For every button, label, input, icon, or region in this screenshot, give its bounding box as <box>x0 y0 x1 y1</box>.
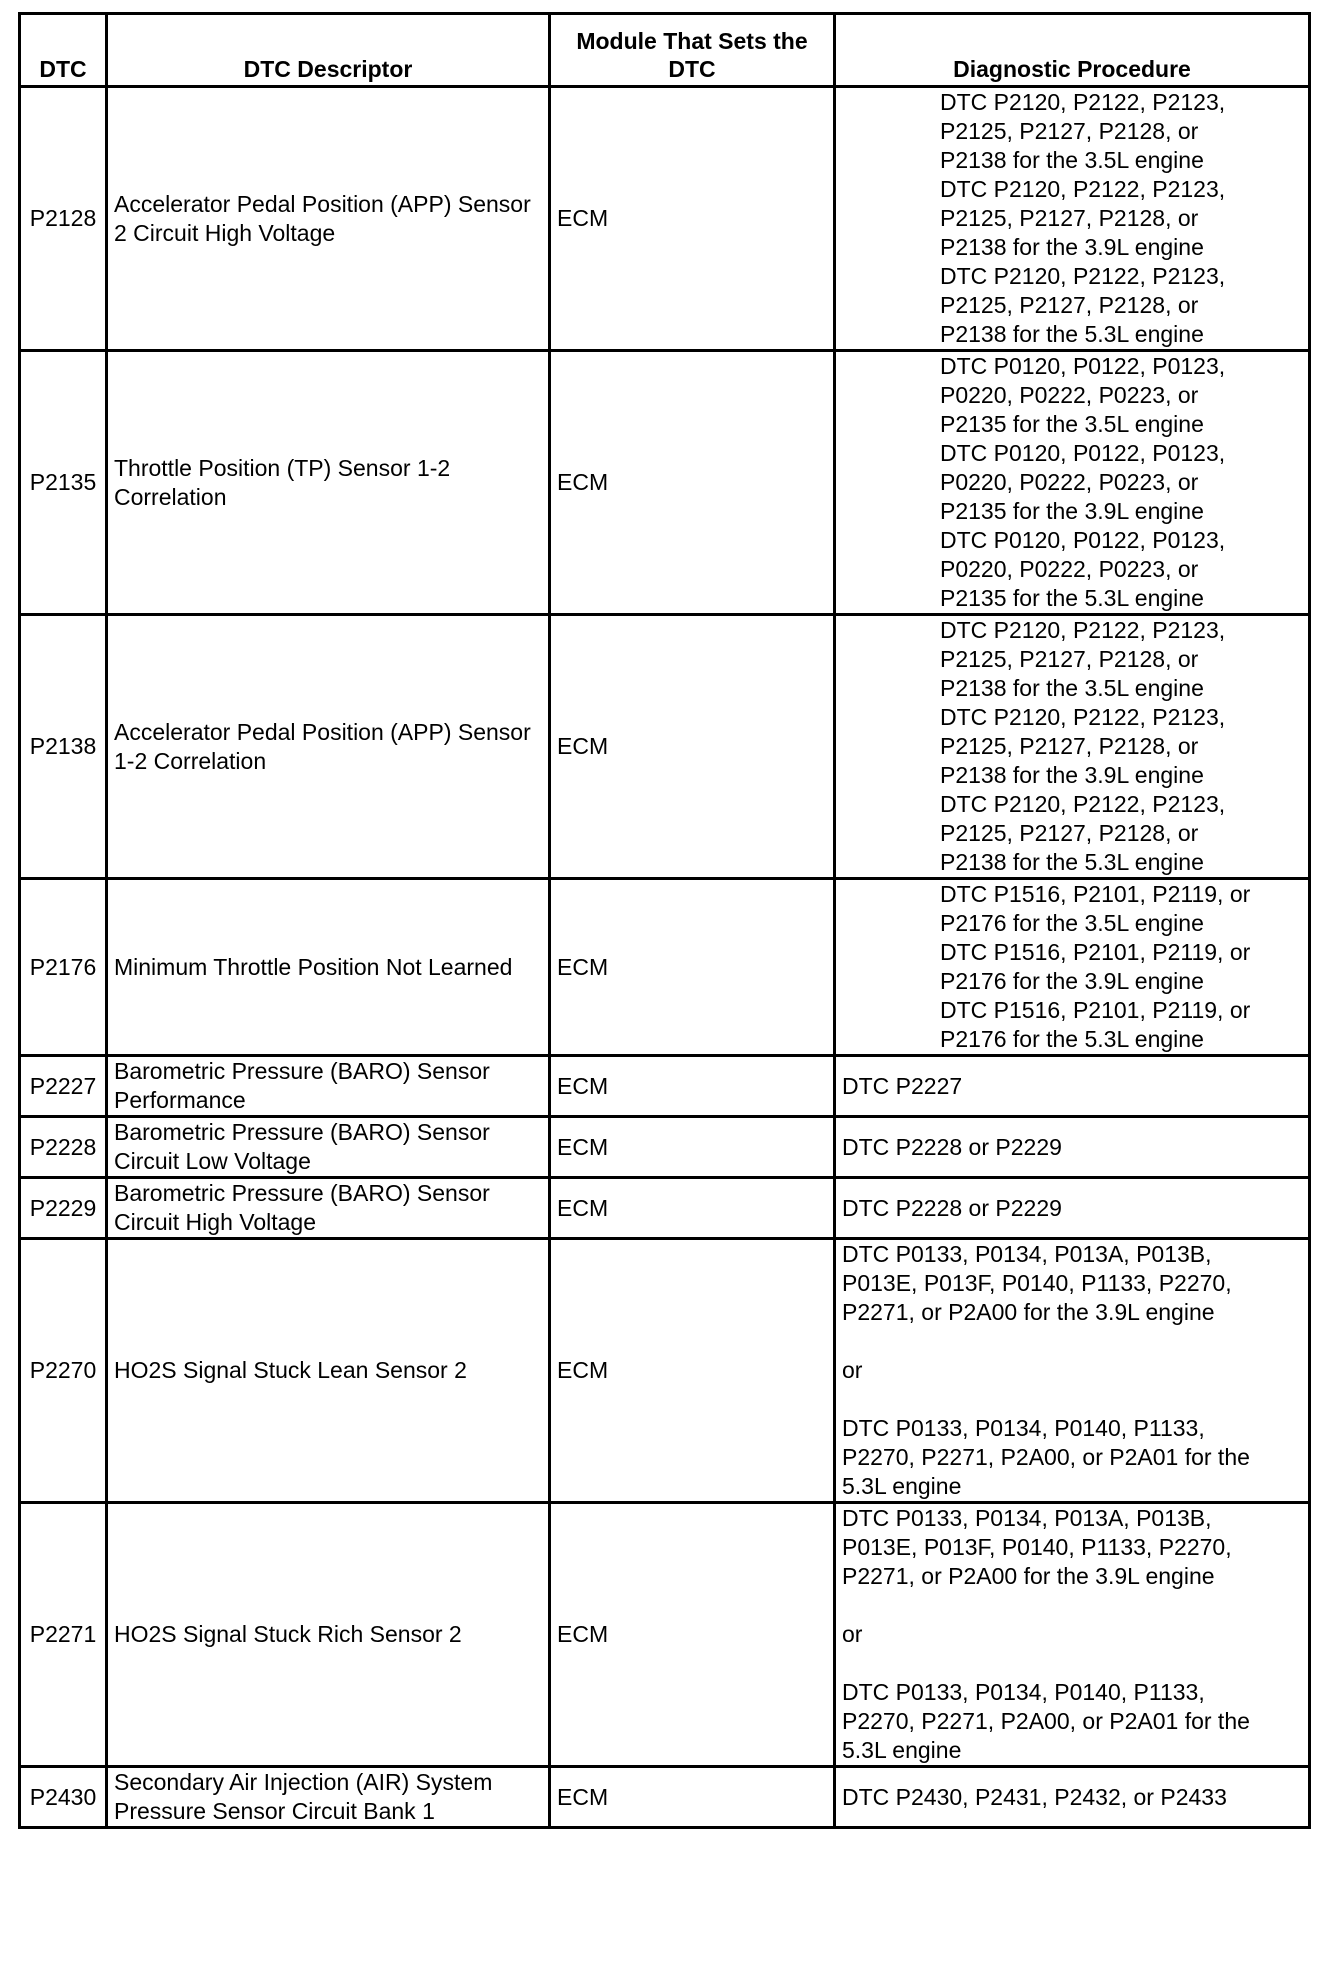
cell-diagnostic-procedure <box>836 1179 1311 1240</box>
table-row <box>21 616 1311 880</box>
procedure-line: P2270, P2271, P2A00, or P2A01 for the <box>842 1444 1250 1470</box>
procedure-line: 5.3L engine <box>842 1473 962 1499</box>
procedure-line: DTC P0133, P0134, P013A, P013B, <box>842 1505 1212 1531</box>
table-body <box>21 88 1311 1829</box>
header-module: Module That Sets the DTC <box>551 15 836 88</box>
procedure-line: P013E, P013F, P0140, P1133, P2270, <box>842 1534 1232 1560</box>
cell-dtc-code: P2138 <box>21 616 108 880</box>
cell-dtc-code: P2229 <box>21 1179 108 1240</box>
table-row <box>21 1240 1311 1504</box>
cell-module: ECM <box>551 352 836 616</box>
cell-dtc-descriptor: Accelerator Pedal Position (APP) Sensor 2 Circuit High Voltage <box>108 88 551 352</box>
procedure-line: P2138 for the 3.5L engine <box>940 147 1204 173</box>
table-row <box>21 1057 1311 1118</box>
procedure-line: DTC P1516, P2101, P2119, or <box>940 997 1251 1023</box>
cell-dtc-descriptor: Throttle Position (TP) Sensor 1-2 Correlation <box>108 352 551 616</box>
cell-module: ECM <box>551 1118 836 1179</box>
procedure-line: DTC P2430, P2431, P2432, or P2433 <box>842 1783 1227 1810</box>
procedure-line: P2125, P2127, P2128, or <box>940 820 1199 846</box>
procedure-line: P2135 for the 3.9L engine <box>940 498 1204 524</box>
procedure-line: DTC P0133, P0134, P013A, P013B, <box>842 1241 1212 1267</box>
procedure-line: DTC P0120, P0122, P0123, <box>940 353 1226 379</box>
header-procedure: Diagnostic Procedure <box>836 15 1311 88</box>
procedure-line: DTC P0133, P0134, P0140, P1133, <box>842 1415 1205 1441</box>
procedure-line: or <box>842 1621 863 1647</box>
procedure-line: P2138 for the 3.9L engine <box>940 762 1204 788</box>
cell-module: ECM <box>551 1240 836 1504</box>
cell-dtc-code: P2135 <box>21 352 108 616</box>
procedure-line: DTC P0133, P0134, P0140, P1133, <box>842 1679 1205 1705</box>
procedure-line: DTC P2228 or P2229 <box>842 1194 1062 1221</box>
cell-diagnostic-procedure <box>836 1118 1311 1179</box>
procedure-line: P2176 for the 5.3L engine <box>940 1026 1204 1052</box>
cell-dtc-code: P2271 <box>21 1504 108 1768</box>
procedure-line: or <box>842 1357 863 1383</box>
dtc-table <box>18 12 1311 1829</box>
procedure-line: P2125, P2127, P2128, or <box>940 205 1199 231</box>
procedure-line: P2176 for the 3.5L engine <box>940 910 1204 936</box>
procedure-line: P2138 for the 5.3L engine <box>940 321 1204 347</box>
procedure-line: P2125, P2127, P2128, or <box>940 646 1199 672</box>
procedure-line: P0220, P0222, P0223, or <box>940 469 1199 495</box>
table-row <box>21 1768 1311 1829</box>
procedure-line: P2125, P2127, P2128, or <box>940 118 1199 144</box>
procedure-line: P2271, or P2A00 for the 3.9L engine <box>842 1299 1215 1325</box>
procedure-line: P2270, P2271, P2A00, or P2A01 for the <box>842 1708 1250 1734</box>
procedure-line: P2125, P2127, P2128, or <box>940 733 1199 759</box>
table-row <box>21 88 1311 352</box>
procedure-line: DTC P2227 <box>842 1072 963 1099</box>
cell-diagnostic-procedure <box>836 352 1311 616</box>
procedure-line: DTC P2120, P2122, P2123, <box>940 263 1226 289</box>
cell-diagnostic-procedure <box>836 1504 1311 1768</box>
cell-diagnostic-procedure <box>836 1057 1311 1118</box>
cell-diagnostic-procedure <box>836 88 1311 352</box>
cell-diagnostic-procedure <box>836 1768 1311 1829</box>
cell-dtc-descriptor: Barometric Pressure (BARO) Sensor Circuit Low Voltage <box>108 1118 551 1179</box>
procedure-line: P013E, P013F, P0140, P1133, P2270, <box>842 1270 1232 1296</box>
cell-dtc-descriptor: Barometric Pressure (BARO) Sensor Circuit High Voltage <box>108 1179 551 1240</box>
cell-dtc-descriptor: Minimum Throttle Position Not Learned <box>108 880 551 1057</box>
procedure-line: 5.3L engine <box>842 1737 962 1763</box>
procedure-line: DTC P1516, P2101, P2119, or <box>940 939 1251 965</box>
cell-module: ECM <box>551 616 836 880</box>
cell-dtc-code: P2176 <box>21 880 108 1057</box>
procedure-line: DTC P1516, P2101, P2119, or <box>940 881 1251 907</box>
procedure-line: DTC P2228 or P2229 <box>842 1133 1062 1160</box>
cell-dtc-descriptor: Accelerator Pedal Position (APP) Sensor 1-2 Correlation <box>108 616 551 880</box>
table-row <box>21 352 1311 616</box>
procedure-line: P2176 for the 3.9L engine <box>940 968 1204 994</box>
cell-module: ECM <box>551 1057 836 1118</box>
cell-module: ECM <box>551 880 836 1057</box>
procedure-spacer <box>842 1385 1302 1414</box>
cell-dtc-descriptor: Secondary Air Injection (AIR) System Pressure Sensor Circuit Bank 1 <box>108 1768 551 1829</box>
table-row <box>21 1179 1311 1240</box>
cell-diagnostic-procedure <box>836 880 1311 1057</box>
procedure-line: P2138 for the 3.5L engine <box>940 675 1204 701</box>
cell-dtc-code: P2128 <box>21 88 108 352</box>
cell-module: ECM <box>551 1768 836 1829</box>
header-dtc: DTC <box>21 15 108 88</box>
cell-module: ECM <box>551 1179 836 1240</box>
cell-dtc-code: P2228 <box>21 1118 108 1179</box>
procedure-line: P0220, P0222, P0223, or <box>940 382 1199 408</box>
cell-dtc-code: P2430 <box>21 1768 108 1829</box>
cell-dtc-descriptor: Barometric Pressure (BARO) Sensor Performance <box>108 1057 551 1118</box>
procedure-line: P2135 for the 3.5L engine <box>940 411 1204 437</box>
procedure-spacer <box>842 1591 1302 1620</box>
table-row <box>21 1118 1311 1179</box>
cell-dtc-code: P2270 <box>21 1240 108 1504</box>
procedure-line: DTC P2120, P2122, P2123, <box>940 791 1226 817</box>
procedure-line: DTC P2120, P2122, P2123, <box>940 89 1226 115</box>
cell-diagnostic-procedure <box>836 1240 1311 1504</box>
procedure-line: DTC P2120, P2122, P2123, <box>940 704 1226 730</box>
procedure-line: DTC P2120, P2122, P2123, <box>940 176 1226 202</box>
procedure-line: P2271, or P2A00 for the 3.9L engine <box>842 1563 1215 1589</box>
procedure-spacer <box>842 1327 1302 1356</box>
procedure-line: P2138 for the 3.9L engine <box>940 234 1204 260</box>
cell-dtc-descriptor: HO2S Signal Stuck Lean Sensor 2 <box>108 1240 551 1504</box>
procedure-spacer <box>842 1649 1302 1678</box>
procedure-line: P2138 for the 5.3L engine <box>940 849 1204 875</box>
cell-module: ECM <box>551 1504 836 1768</box>
procedure-line: DTC P2120, P2122, P2123, <box>940 617 1226 643</box>
procedure-line: P2125, P2127, P2128, or <box>940 292 1199 318</box>
table-row <box>21 1504 1311 1768</box>
procedure-line: DTC P0120, P0122, P0123, <box>940 527 1226 553</box>
procedure-line: P0220, P0222, P0223, or <box>940 556 1199 582</box>
header-descriptor: DTC Descriptor <box>108 15 551 88</box>
cell-dtc-code: P2227 <box>21 1057 108 1118</box>
cell-diagnostic-procedure <box>836 616 1311 880</box>
cell-dtc-descriptor: HO2S Signal Stuck Rich Sensor 2 <box>108 1504 551 1768</box>
procedure-line: P2135 for the 5.3L engine <box>940 585 1204 611</box>
table-row <box>21 880 1311 1057</box>
cell-module: ECM <box>551 88 836 352</box>
procedure-line: DTC P0120, P0122, P0123, <box>940 440 1226 466</box>
table-header-row <box>21 15 1311 88</box>
